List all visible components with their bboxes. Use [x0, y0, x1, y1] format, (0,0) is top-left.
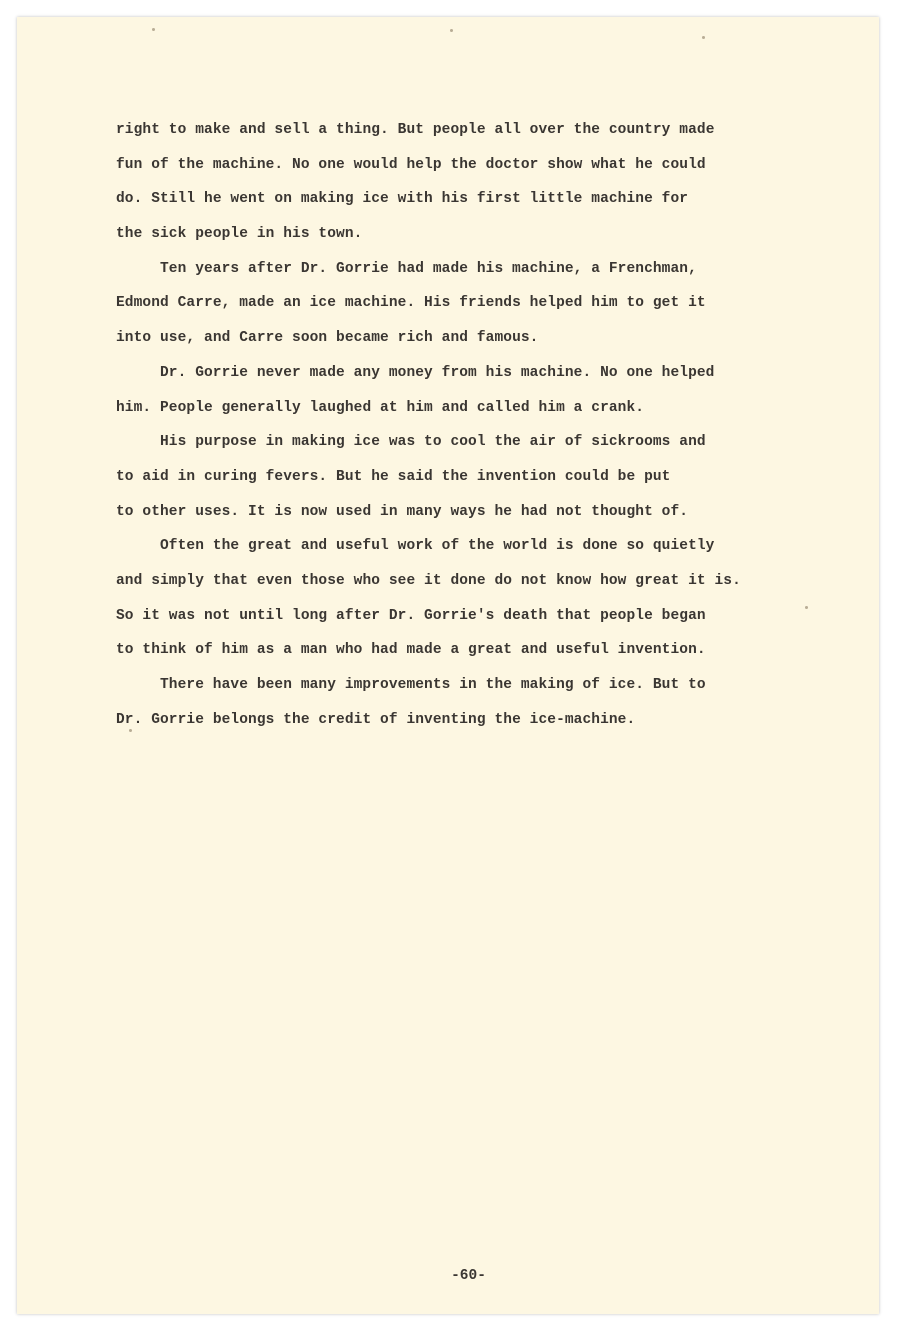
text-line: right to make and sell a thing. But people all over the country made	[116, 122, 715, 138]
text-line: do. Still he went on making ice with his first little machine for	[116, 191, 689, 208]
text-line: There have been many improvements in the making of ice. But to	[160, 677, 706, 693]
paper-speck	[450, 29, 453, 32]
text-line: Ten years after Dr. Gorrie had made his machine, a Frenchman,	[160, 260, 697, 277]
text-line: fun of the machine. No one would help the doctor show what he could	[116, 156, 706, 173]
text-line: Often the great and useful work of the world is done so quietly	[160, 538, 715, 555]
text-line: to aid in curing fevers. But he said the invention could be put	[116, 468, 671, 485]
text-line: Edmond Carre, made an ice machine. His friends helped him to get it	[116, 295, 706, 312]
typed-text-body	[116, 113, 816, 737]
paper-speck	[152, 28, 155, 31]
text-line: His purpose in making ice was to cool the air of sickrooms and	[160, 434, 706, 451]
page-number: -60-	[451, 1268, 486, 1284]
text-line: So it was not until long after Dr. Gorrie's death that people began	[116, 607, 706, 624]
text-line: and simply that even those who see it done do not know how great it is.	[116, 572, 741, 589]
text-line: to other uses. It is now used in many ways he had not thought of.	[116, 503, 689, 520]
text-line: Dr. Gorrie belongs the credit of inventing the ice-machine.	[116, 711, 636, 728]
paper-speck	[702, 36, 705, 39]
text-line: Dr. Gorrie never made any money from his machine. No one helped	[160, 364, 715, 381]
text-line: into use, and Carre soon became rich and famous.	[116, 330, 539, 347]
text-line: him. People generally laughed at him and called him a crank.	[116, 399, 645, 416]
text-line: the sick people in his town.	[116, 226, 363, 243]
text-line: to think of him as a man who had made a great and useful invention.	[116, 642, 706, 659]
